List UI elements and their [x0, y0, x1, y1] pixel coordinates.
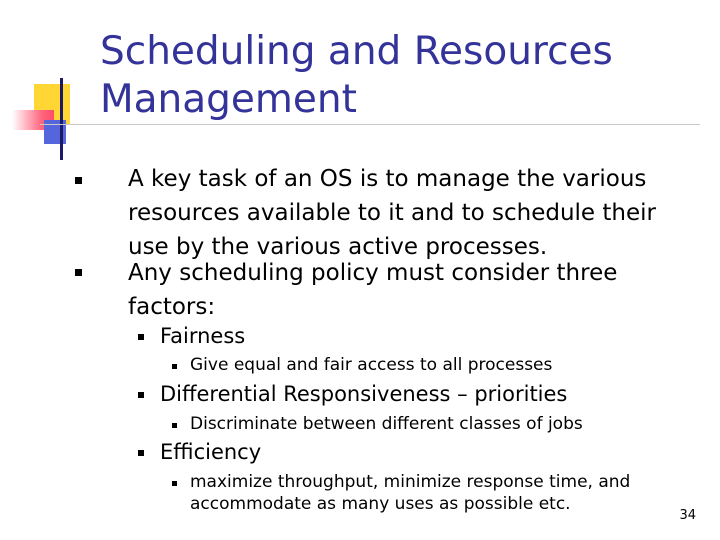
bullet-marker [75, 269, 82, 276]
bullet-scheduling-policy: Any scheduling policy must consider three factors: [128, 260, 618, 320]
factor-efficiency: Efficiency [160, 440, 262, 464]
bullet-marker [172, 423, 177, 428]
factor-fairness-detail: Give equal and fair access to all processes [190, 355, 553, 375]
title-divider [40, 124, 700, 125]
factor-differential-responsiveness: Differential Responsiveness – priorities [160, 382, 568, 406]
factor-differential-detail: Discriminate between different classes of jobs [190, 414, 583, 434]
slide-title: Scheduling and Resources Management [100, 29, 613, 122]
bullet-marker [138, 450, 144, 456]
bullet-marker [172, 364, 177, 369]
decorative-vertical-line [60, 78, 63, 160]
bullet-marker [75, 177, 82, 184]
bullet-os-task: A key task of an OS is to manage the various resources available to it and to schedule their use by the various active processes. [128, 166, 656, 260]
factor-efficiency-detail: maximize throughput, minimize response time, and accommodate as many uses as possible etc. [190, 472, 631, 514]
page-number: 34 [679, 508, 696, 523]
bullet-marker [172, 481, 177, 486]
factor-fairness: Fairness [160, 324, 246, 348]
bullet-marker [138, 334, 144, 340]
bullet-marker [138, 392, 144, 398]
